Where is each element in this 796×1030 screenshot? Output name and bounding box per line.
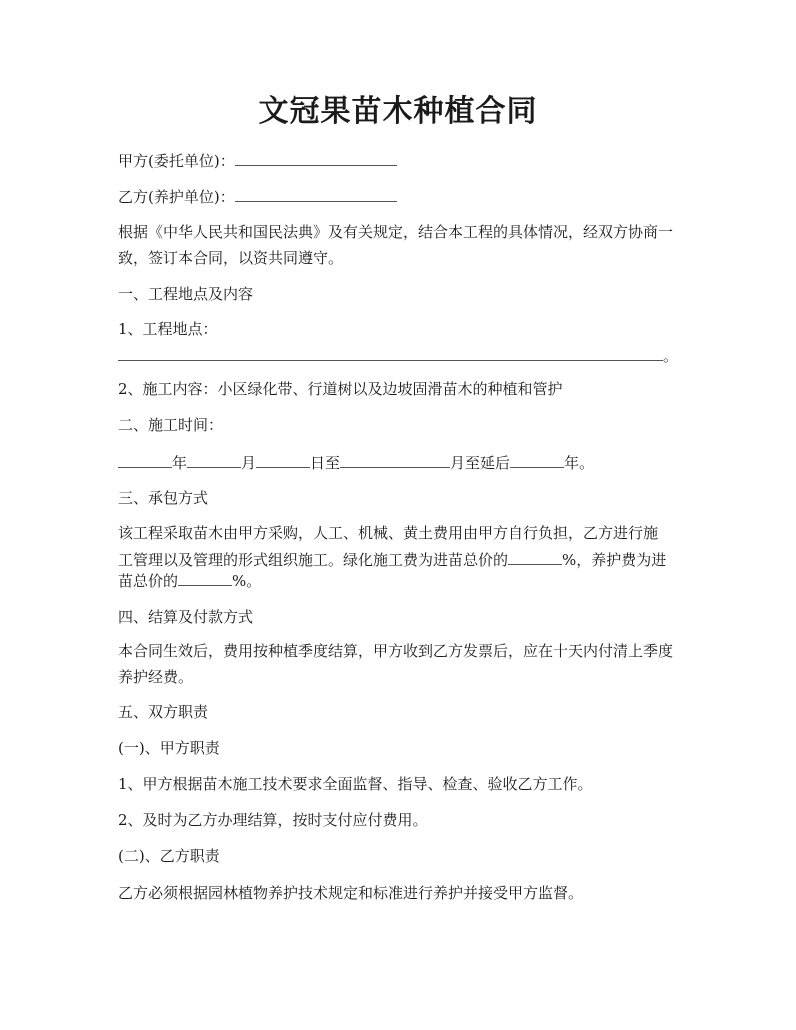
settlement-paragraph: 本合同生效后，费用按种植季度结算，甲方收到乙方发票后，应在十天内付清上季度养护经费。 bbox=[118, 642, 674, 686]
start-day-blank bbox=[256, 449, 310, 468]
section3-heading: 三、承包方式 bbox=[118, 489, 209, 507]
party-a-label: 甲方(委托单位)： bbox=[118, 152, 235, 170]
maintenance-fee-percent-blank bbox=[178, 567, 232, 586]
party-b-blank bbox=[235, 183, 397, 202]
party-a-blank bbox=[235, 147, 397, 166]
section5-heading: 五、双方职责 bbox=[118, 703, 209, 721]
party-b-label: 乙方(养护单位)： bbox=[118, 188, 235, 206]
day-to-unit: 日至 bbox=[310, 454, 341, 472]
maintenance-fee-text: %，养护费为进 bbox=[562, 551, 667, 569]
start-month-blank bbox=[187, 449, 241, 468]
end-month-blank bbox=[340, 449, 450, 468]
extend-year-blank bbox=[510, 449, 564, 468]
construction-time-line bbox=[118, 449, 680, 476]
month-extend-unit: 月至延后 bbox=[450, 454, 511, 472]
section4-heading: 四、结算及付款方式 bbox=[118, 608, 254, 626]
party-a-duty-1: 1、甲方根据苗木施工技术要求全面监督、指导、检查、验收乙方工作。 bbox=[118, 775, 593, 793]
contract-mode-line1: 该工程采取苗木由甲方采购，人工、机械、黄土费用由甲方自行负担，乙方进行施 bbox=[118, 524, 659, 542]
section2-heading: 二、施工时间： bbox=[118, 416, 224, 434]
greening-fee-text: 工管理以及管理的形式组织施工。绿化施工费为进苗总价的 bbox=[118, 551, 509, 569]
location-blank-line bbox=[118, 342, 680, 369]
party-b-line bbox=[118, 183, 680, 210]
greening-fee-percent-blank bbox=[508, 546, 562, 565]
party-b-duty-body: 乙方必须根据园林植物养护技术规定和标准进行养护并接受甲方监督。 bbox=[118, 884, 584, 902]
preamble-paragraph: 根据《中华人民共和国民法典》及有关规定，结合本工程的具体情况，经双方协商一致，签订本合同，以资共同遵守。 bbox=[118, 223, 674, 267]
party-b-duties-heading: (二)、乙方职责 bbox=[118, 847, 220, 865]
location-blank bbox=[118, 342, 663, 361]
party-a-duties-heading: (一)、甲方职责 bbox=[118, 739, 220, 757]
seedling-total-text: 苗总价的 bbox=[118, 572, 179, 590]
year-end-unit: 年。 bbox=[564, 454, 595, 472]
percent-end: %。 bbox=[232, 572, 262, 590]
month-unit: 月 bbox=[241, 454, 257, 472]
location-label: 1、工程地点： bbox=[118, 320, 218, 338]
start-year-blank bbox=[118, 449, 172, 468]
section1-heading: 一、工程地点及内容 bbox=[118, 285, 254, 303]
party-a-line bbox=[118, 147, 680, 174]
document-title: 文冠果苗木种植合同 bbox=[258, 94, 538, 129]
contract-mode-line3 bbox=[118, 567, 680, 594]
party-a-duty-2: 2、及时为乙方办理结算，按时支付应付费用。 bbox=[118, 811, 428, 829]
location-end: 。 bbox=[663, 347, 679, 365]
year-unit: 年 bbox=[172, 454, 188, 472]
construction-content: 2、施工内容：小区绿化带、行道树以及边坡固滑苗木的种植和管护 bbox=[118, 380, 563, 398]
